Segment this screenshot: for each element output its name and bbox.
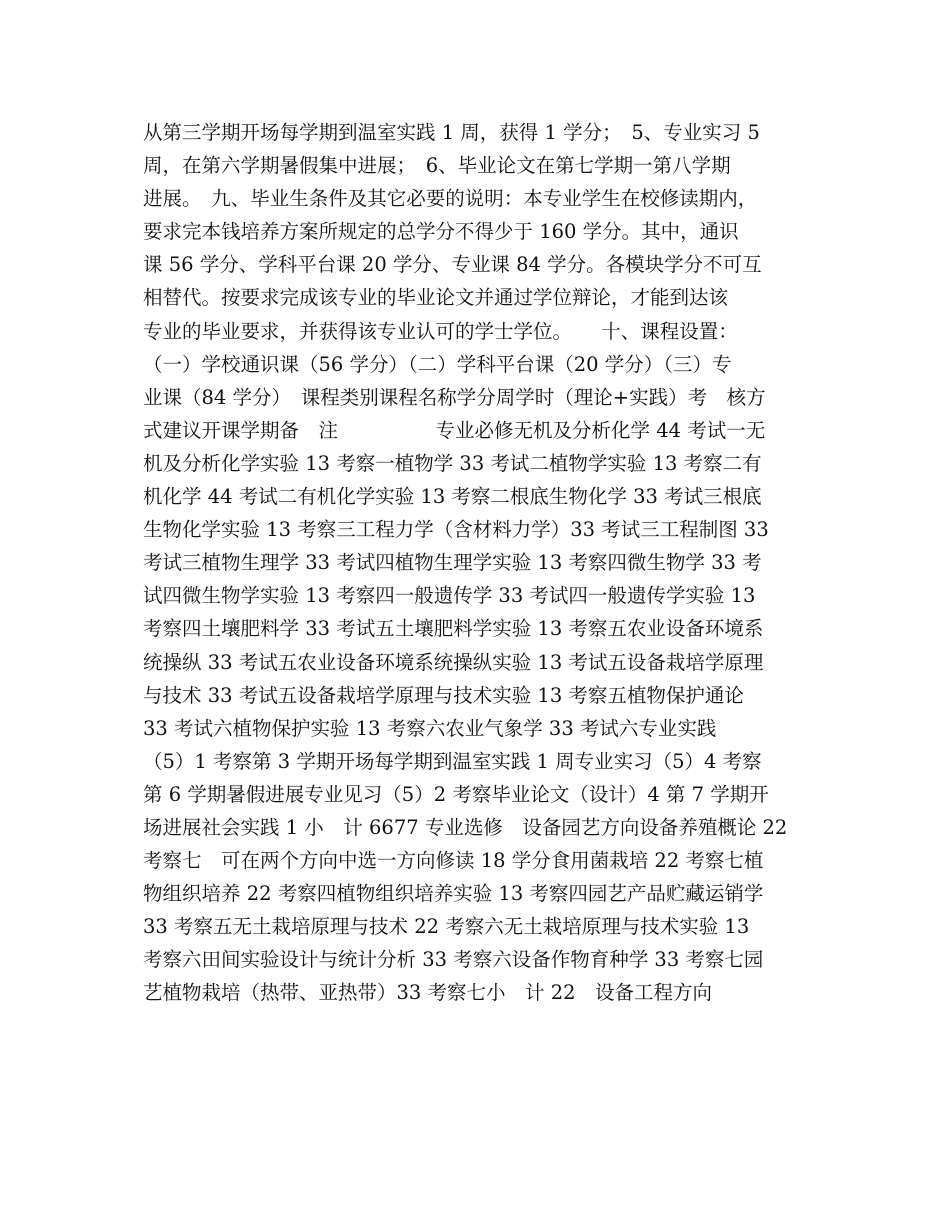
text-line-17: 统操纵 33 考试五农业设备环境系统操纵实验 13 考试五设备栽培学原理 (143, 650, 764, 674)
text-line-11: 机及分析化学实验 13 考察一植物学 33 考试二植物学实验 13 考察二有 (143, 451, 762, 475)
text-line-1: 从第三学期开场每学期到温室实践 1 周，获得 1 学分； 5、专业实习 5 (143, 121, 760, 144)
text-line-21: 第 6 学期暑假进展专业见习（5）2 考察毕业论文（设计）4 第 7 学期开 (143, 782, 769, 806)
text-line-26: 考察六田间实验设计与统计分析 33 考察六设备作物育种学 33 考察七园 (143, 948, 764, 972)
text-line-20: （5）1 考察第 3 学期开场每学期到温室实践 1 周专业实习（5）4 考察 (143, 749, 762, 773)
text-line-25: 33 考察五无土栽培原理与技术 22 考察六无土栽培原理与技术实验 13 (143, 915, 750, 939)
text-line-19: 33 考试六植物保护实验 13 考察六农业气象学 33 考试六专业实践 (143, 716, 717, 740)
text-line-9: 业课（84 学分） 课程类别课程名称学分周学时（理论+实践）考 核方 (143, 385, 766, 409)
text-line-10: 式建议开课学期备 注 专业必修无机及分析化学 44 考试一无 (143, 418, 766, 442)
text-line-24: 物组织培养 22 考察四植物组织培养实验 13 考察四园艺产品贮藏运销学 (143, 882, 764, 906)
text-line-18: 与技术 33 考试五设备栽培学原理与技术实验 13 考察五植物保护通论 (143, 683, 744, 707)
text-line-2: 周，在第六学期暑假集中进展； 6、毕业论文在第七学期一第八学期 (143, 154, 731, 178)
text-line-3: 进展。 九、毕业生条件及其它必要的说明：本专业学生在校修读期内， (143, 187, 758, 211)
text-line-6: 相替代。按要求完成该专业的毕业论文并通过学位辩论，才能到达该 (143, 286, 729, 310)
text-line-4: 要求完本钱培养方案所规定的总学分不得少于 160 学分。其中，通识 (143, 220, 739, 244)
text-line-15: 试四微生物学实验 13 考察四一般遗传学 33 考试四一般遗传学实验 13 (143, 584, 756, 608)
text-line-16: 考察四土壤肥料学 33 考试五土壤肥料学实验 13 考察五农业设备环境系 (143, 617, 764, 641)
text-line-12: 机化学 44 考试二有机化学实验 13 考察二根底生物化学 33 考试三根底 (143, 485, 762, 509)
text-line-13: 生物化学实验 13 考察三工程力学（含材料力学）33 考试三工程制图 33 (143, 518, 769, 542)
text-line-27: 艺植物栽培（热带、亚热带）33 考察七小 计 22 设备工程方向 (143, 981, 713, 1005)
text-line-7: 专业的毕业要求，并获得该专业认可的学士学位。 十、课程设置： (143, 319, 738, 343)
text-line-22: 场进展社会实践 1 小 计 6677 专业选修 设备园艺方向设备养殖概论 22 (143, 815, 788, 839)
text-line-8: （一）学校通识课（56 学分）（二）学科平台课（20 学分）（三）专 (143, 352, 732, 376)
text-line-23: 考察七 可在两个方向中选一方向修读 18 学分食用菌栽培 22 考察七植 (143, 849, 764, 873)
text-line-5: 课 56 学分、学科平台课 20 学分、专业课 84 学分。各模块学分不可互 (143, 253, 762, 277)
document-body (143, 116, 823, 1010)
text-line-14: 考试三植物生理学 33 考试四植物生理学实验 13 考察四微生物学 33 考 (143, 551, 762, 575)
